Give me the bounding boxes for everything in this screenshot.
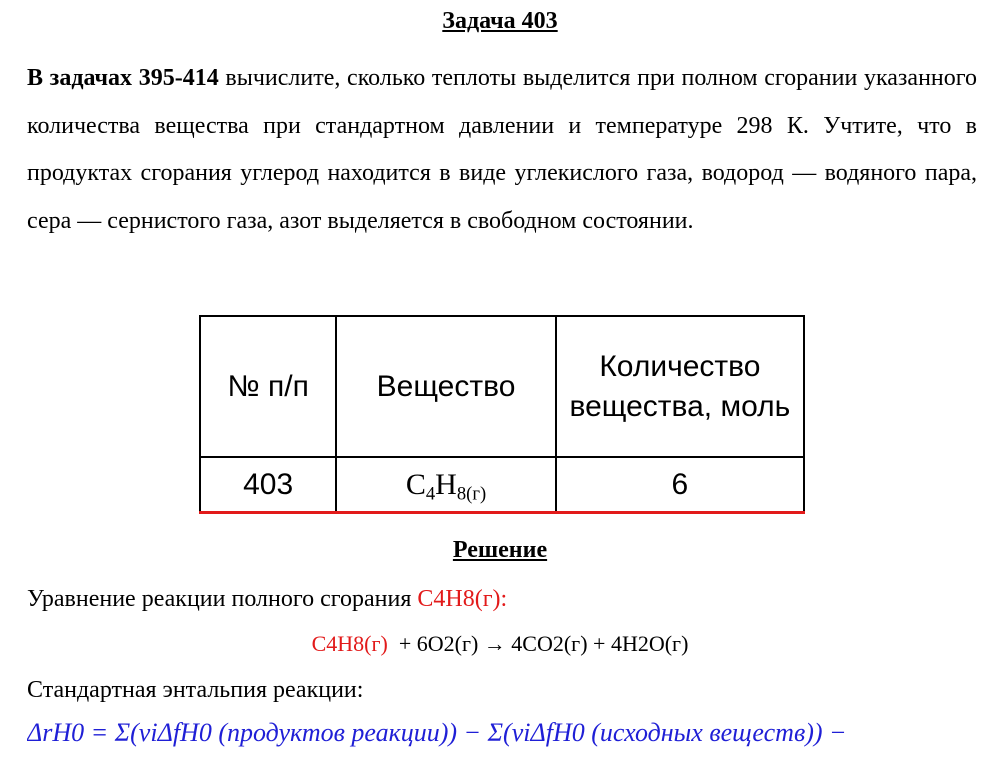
header-substance: Вещество [336,316,555,457]
sentence1-formula: C4H8(г) [417,586,501,612]
task-title: Задача 403 [442,8,558,34]
sentence-enthalpy: Стандартная энтальпия реакции: [27,677,364,703]
task-body: вычислите, сколько теплоты выделится при полном сгорании указанного количества вещества при стандартном давлении и температуре 298 К. Учтите, что в продуктах сгорания углерод находится в виде углекислого газа, водород — водяного пара, сера — сернистого газа, азот выделяется в свободном состоянии. [27,65,978,234]
task-text [27,55,977,245]
substance-h-index: 8(г) [456,483,487,505]
header-number: № п/п [200,316,336,457]
sentence1-text: Уравнение реакции полного сгорания [27,586,418,612]
substance-c: C [405,467,426,501]
header-amount: Количество вещества, моль [556,316,804,457]
substance-table [199,315,805,514]
sentence-reaction-equation [27,586,507,613]
task-bold-prefix: В задачах 395-414 [27,65,219,91]
equation-rest: + 6O2(г) → 4CO2(г) + 4H2O(г) [398,631,689,656]
reaction-equation [0,631,1000,657]
substance-c-index: 4 [425,483,436,505]
enthalpy-formula: ΔrH0 = Σ(νiΔfH0 (продуктов реакции)) − Σ(νiΔfH0 (исходных веществ)) − [27,718,847,747]
sentence1-colon: : [500,586,508,612]
solution-title: Решение [452,537,548,563]
cell-number: 403 [200,457,336,513]
equation-reactant: C4H8(г) [311,631,388,656]
cell-amount: 6 [556,457,804,513]
substance-h: H [435,467,457,501]
cell-substance [336,457,555,513]
